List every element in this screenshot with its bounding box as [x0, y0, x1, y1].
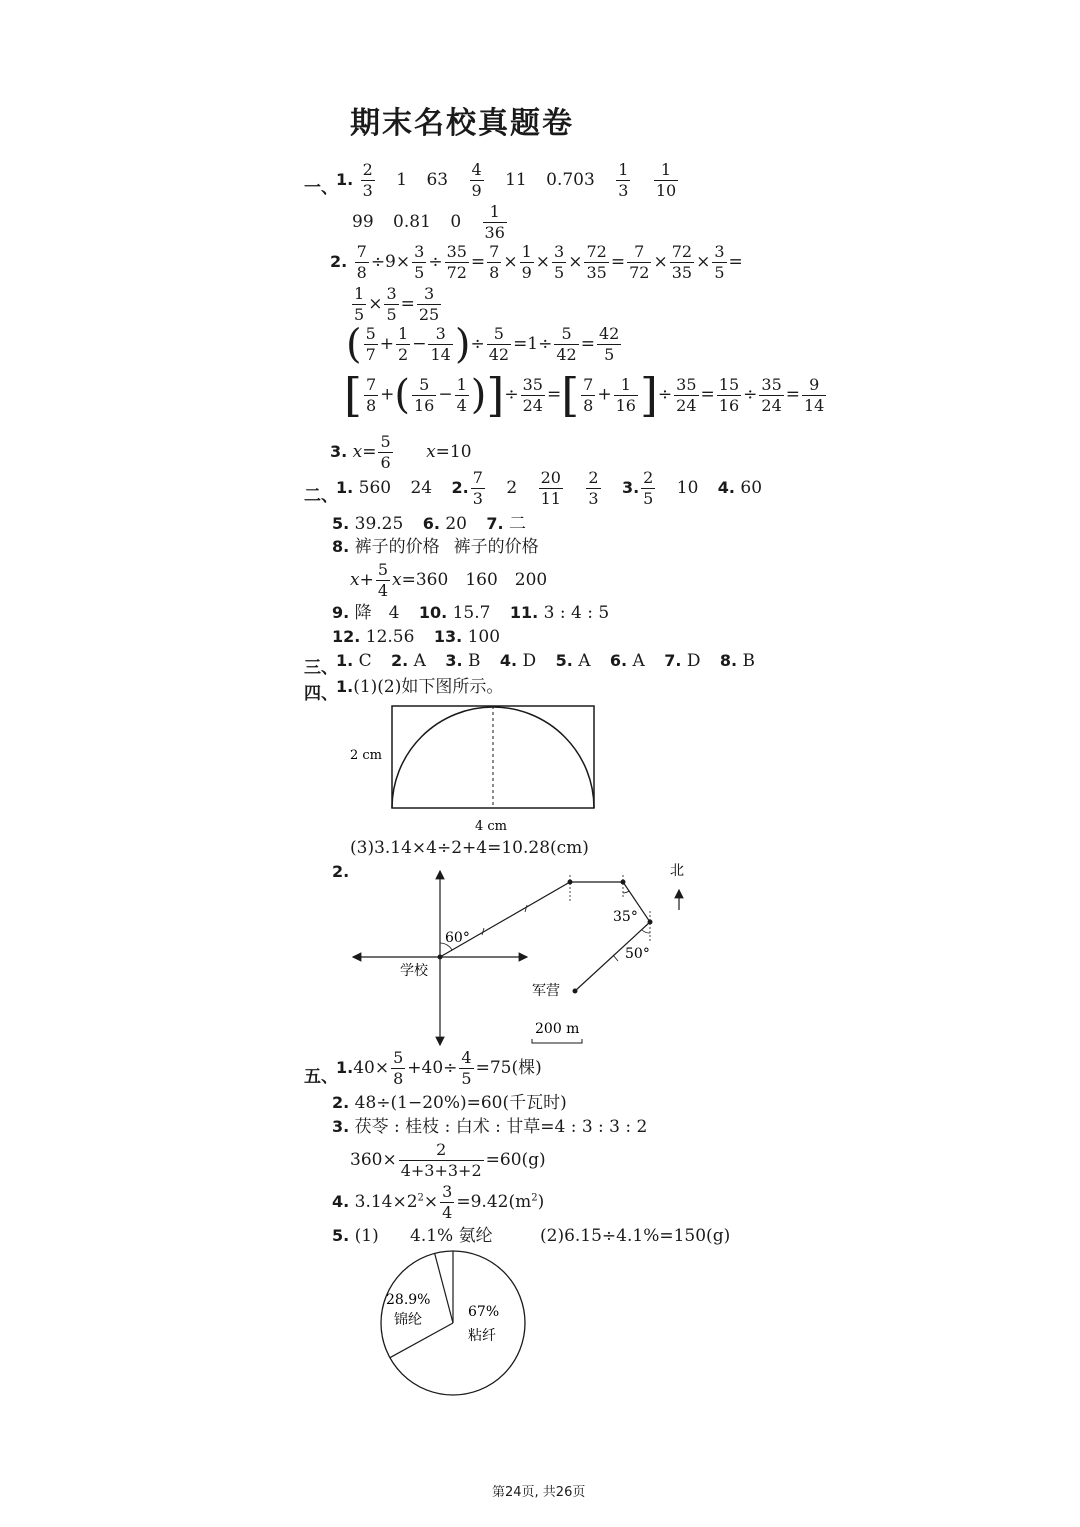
tick-mark	[525, 905, 527, 912]
pie-slice-boundary-锦纶	[435, 1253, 453, 1323]
pie-label-spandex: 4.1% 氨纶	[410, 1226, 493, 1246]
s1-q3: 3. x= $\frac{5}{6}$ x=10	[330, 432, 472, 472]
camp-label: 军营	[532, 983, 560, 999]
angle-arc-50	[642, 930, 650, 933]
pie-label-nylon-pct: 28.9%	[386, 1292, 431, 1308]
s5-q5-no: 5. (1)	[332, 1226, 379, 1246]
section-3-label: 三、	[304, 658, 338, 678]
s1-q1-line2: 99 0.81 0 $\frac{1}{36}$	[352, 202, 505, 242]
s1-q2-line3: ( $\frac{5}{7}$ + $\frac{1}{2}$ − $\frac{3}{14}$ )÷ $\frac{5}{42}$ =1÷ $\frac{5}{42}$ = $\frac{42}{5}$	[346, 321, 620, 368]
s1-q2-line4: [ $\frac{7}{8}$ +( $\frac{5}{16}$ − $\frac{1}{4}$ )]÷ $\frac{35}{24}$ =[ $\frac{7}{8}$ + $\frac{1}{16}$ ]÷ $\frac{35}{24}$ = $\frac{15}{16}$ ÷ $\frac{35}{24}$ = $\frac{9}{14}$	[344, 368, 825, 422]
s5-q1: 1.40× $\frac{5}{8}$ +40÷ $\frac{4}{5}$ =75(棵)	[336, 1048, 542, 1088]
s2-line1: 1. 560 24 2. $\frac{7}{3}$ 2 $\frac{20}{11}$ $\frac{2}{3}$ 3. $\frac{2}{5}$ 10 4. 60	[336, 468, 763, 508]
scale-bar	[532, 1039, 582, 1043]
section-5-label: 五、	[304, 1067, 338, 1087]
route-path	[440, 882, 650, 991]
fiber-pie-chart	[370, 1240, 540, 1400]
s1-q2-line1: 2. $\frac{7}{8}$ ÷9× $\frac{3}{5}$ ÷ $\frac{35}{72}$ = $\frac{7}{8}$ × $\frac{1}{9}$ × $\frac{3}{5}$ × $\frac{72}{35}$ = $\frac{7}{72}$ × $\frac{72}{35}$ × $\frac{3}{5}$ =	[330, 242, 743, 282]
s2-line3: 8. 裤子的价格 裤子的价格	[332, 537, 539, 557]
semicircle-figure	[340, 700, 620, 840]
angle-60-label: 60°	[445, 930, 470, 946]
map-diagram	[345, 855, 705, 1050]
s1-q1-line1: 1. $\frac{2}{3}$ 1 63 $\frac{4}{9}$ 11 0.703 $\frac{1}{3}$ $\frac{1}{10}$	[336, 160, 677, 200]
north-label: 北	[670, 863, 684, 879]
school-label: 学校	[400, 963, 428, 979]
s2-line5: 9. 降 4 10. 15.7 11. 3 : 4 : 5	[332, 603, 610, 623]
scale-label: 200 m	[535, 1021, 580, 1037]
angle-50-label: 50°	[625, 946, 650, 962]
s5-q2: 2. 48÷(1−20%)=60(千瓦时)	[332, 1093, 567, 1113]
s2-line6: 12. 12.56 13. 100	[332, 627, 501, 647]
s2-line4: x+ $\frac{5}{4}$ x=360 160 200	[350, 560, 548, 600]
s5-q5-part2: (2)6.15÷4.1%=150(g)	[540, 1226, 731, 1246]
section-4-label: 四、	[304, 684, 338, 704]
pie-slice-boundary-粘纤	[390, 1323, 453, 1358]
page-footer: 第24页, 共26页	[492, 1485, 586, 1500]
width-label: 4 cm	[475, 819, 508, 834]
s4-q1-text: 1.(1)(2)如下图所示。	[336, 677, 504, 697]
page-title: 期末名校真题卷	[350, 106, 574, 141]
s4-q1-answer: (3)3.14×4÷2+4=10.28(cm)	[350, 838, 589, 858]
pie-label-viscose-name: 粘纤	[468, 1328, 496, 1344]
angle-35-label: 35°	[613, 909, 638, 925]
s5-q3-line1: 3. 茯苓 : 桂枝 : 白术 : 甘草=4 : 3 : 3 : 2	[332, 1117, 648, 1137]
s5-q3-line2: 360× $\frac{2}{4+3+3+2}$ =60(g)	[350, 1140, 546, 1180]
section-2-label: 二、	[304, 486, 338, 506]
camp-point	[573, 989, 578, 994]
pie-label-nylon-name: 锦纶	[394, 1312, 422, 1328]
s4-q2-no: 2.	[332, 862, 350, 881]
height-label: 2 cm	[350, 748, 383, 763]
section-1-label: 一、	[304, 178, 338, 198]
s2-line2: 5. 39.25 6. 20 7. 二	[332, 514, 526, 534]
s5-q4: 4. $3.14\times 2^2\times$ $\frac{3}{4}$ $=9.42(m^2)$	[332, 1182, 545, 1222]
angle-arc-35	[623, 891, 629, 893]
s1-q2-line2: $\frac{1}{5}$ × $\frac{3}{5}$ = $\frac{3}{25}$	[354, 284, 440, 324]
s3-answers: 1. C 2. A 3. B 4. D 5. A 6. A 7. D 8. B	[336, 651, 755, 671]
pie-label-viscose-pct: 67%	[468, 1304, 500, 1320]
tick-mark	[613, 955, 618, 961]
